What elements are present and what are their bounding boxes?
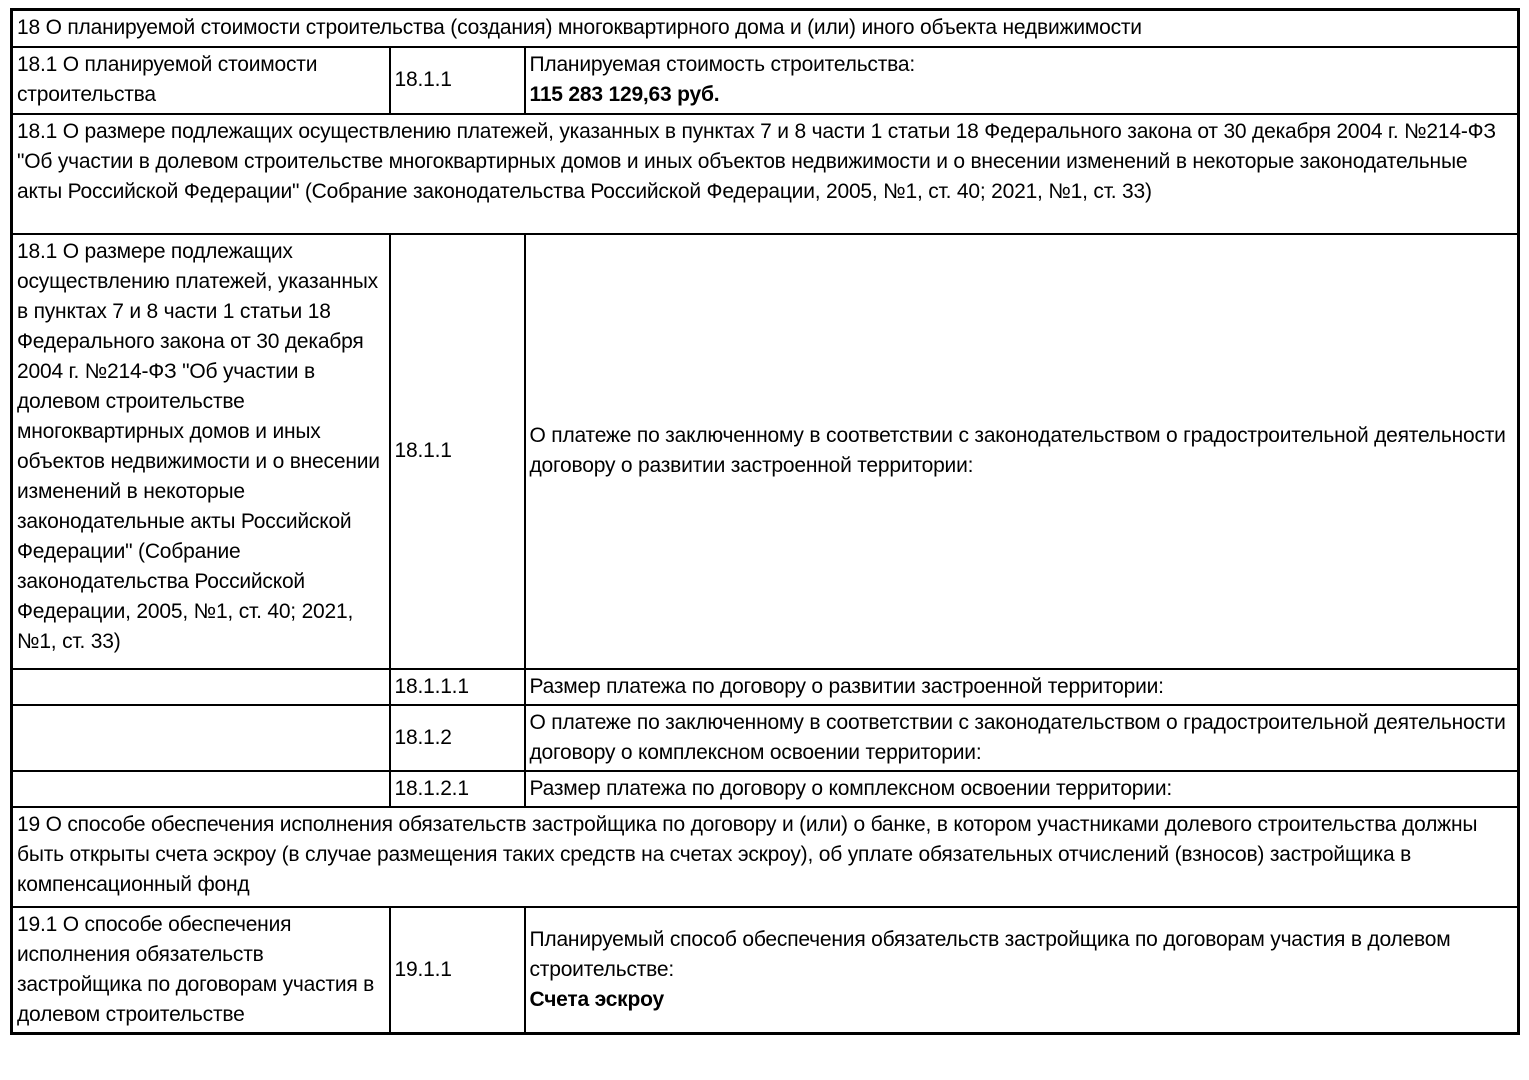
declaration-table <box>10 8 1520 1035</box>
row-18-1-2-1 <box>12 771 1519 807</box>
row-18-1-1-topic: 18.1 О размере подлежащих осуществлению платежей, указанных в пунктах 7 и 8 части 1 статьи 18 Федерального закона от 30 декабря 2004 г. №214-ФЗ "Об участии в долевом строительстве многоквартирных домов и иных объектов недвижимости и о внесении изменений в некоторые законодательные акты Российской Федерации" (Собрание законодательства Российской Федерации, 2005, №1, ст. 40; 2021, №1, ст. 33) <box>12 234 390 669</box>
escrow-method-value: Счета эскроу <box>529 987 664 1011</box>
development-contract-label: О платеже по заключенному в соответствии с законодательством о градостроительной деятельности договору о развитии застроенной территории: <box>529 424 1506 477</box>
row-18-1-1-1 <box>12 669 1519 705</box>
row-18-1-1-1-code: 18.1.1.1 <box>390 669 525 705</box>
row-18-1-2-content <box>525 705 1519 771</box>
row-18-1-1-code: 18.1.1 <box>390 234 525 669</box>
section-18-1-row <box>12 114 1519 234</box>
row-18-1-2-1-content <box>525 771 1519 807</box>
complex-payment-label: Размер платежа по договору о комплексном освоении территории: <box>529 776 1172 800</box>
row-19-1-topic: 19.1 О способе обеспечения исполнения обязательств застройщика по договорам участия в долевом строительстве <box>12 907 390 1034</box>
row-18-1-2 <box>12 705 1519 771</box>
row-18-1 <box>12 47 1519 114</box>
complex-development-label: О платеже по заключенному в соответствии с законодательством о градостроительной деятельности договору о комплексном освоении территории: <box>529 710 1506 764</box>
empty-cell <box>12 669 390 705</box>
row-19-1-content <box>525 907 1519 1034</box>
row-19-1 <box>12 907 1519 1034</box>
row-19-1-code: 19.1.1 <box>390 907 525 1034</box>
development-payment-label: Размер платежа по договору о развитии застроенной территории: <box>529 674 1164 698</box>
declaration-table-body <box>12 10 1519 1034</box>
section-18-row <box>12 10 1519 47</box>
section-19-row <box>12 807 1519 907</box>
planned-cost-value: 115 283 129,63 руб. <box>529 83 720 106</box>
row-18-1-code: 18.1.1 <box>390 47 525 114</box>
row-18-1-2-1-code: 18.1.2.1 <box>390 771 525 807</box>
row-18-1-2-code: 18.1.2 <box>390 705 525 771</box>
section-18-title: 18 О планируемой стоимости строительства (создания) многоквартирного дома и (или) иного объекта недвижимости <box>12 10 1519 47</box>
row-18-1-topic: 18.1 О планируемой стоимости строительства <box>12 47 390 114</box>
section-19-title: 19 О способе обеспечения исполнения обязательств застройщика по договору и (или) о банке, в котором участниками долевого строительства должны быть открыты счета эскроу (в случае размещения таких средств на счетах эскроу), об уплате обязательных отчислений (взносов) застройщика в компенсационный фонд <box>12 807 1519 907</box>
section-18-1-title: 18.1 О размере подлежащих осуществлению платежей, указанных в пунктах 7 и 8 части 1 статьи 18 Федерального закона от 30 декабря 2004 г. №214-ФЗ "Об участии в долевом строительстве многоквартирных домов и иных объектов недвижимости и о внесении изменений в некоторые законодательные акты Российской Федерации" (Собрание законодательства Российской Федерации, 2005, №1, ст. 40; 2021, №1, ст. 33) <box>12 114 1519 234</box>
planned-cost-label: Планируемая стоимость строительства: <box>529 53 915 76</box>
empty-cell <box>12 771 390 807</box>
empty-cell <box>12 705 390 771</box>
row-18-1-1 <box>12 234 1519 669</box>
row-18-1-content <box>525 47 1519 114</box>
escrow-method-label: Планируемый способ обеспечения обязательств застройщика по договорам участия в долевом строительстве: <box>529 927 1451 981</box>
row-18-1-1-content <box>525 234 1519 669</box>
row-18-1-1-1-content <box>525 669 1519 705</box>
